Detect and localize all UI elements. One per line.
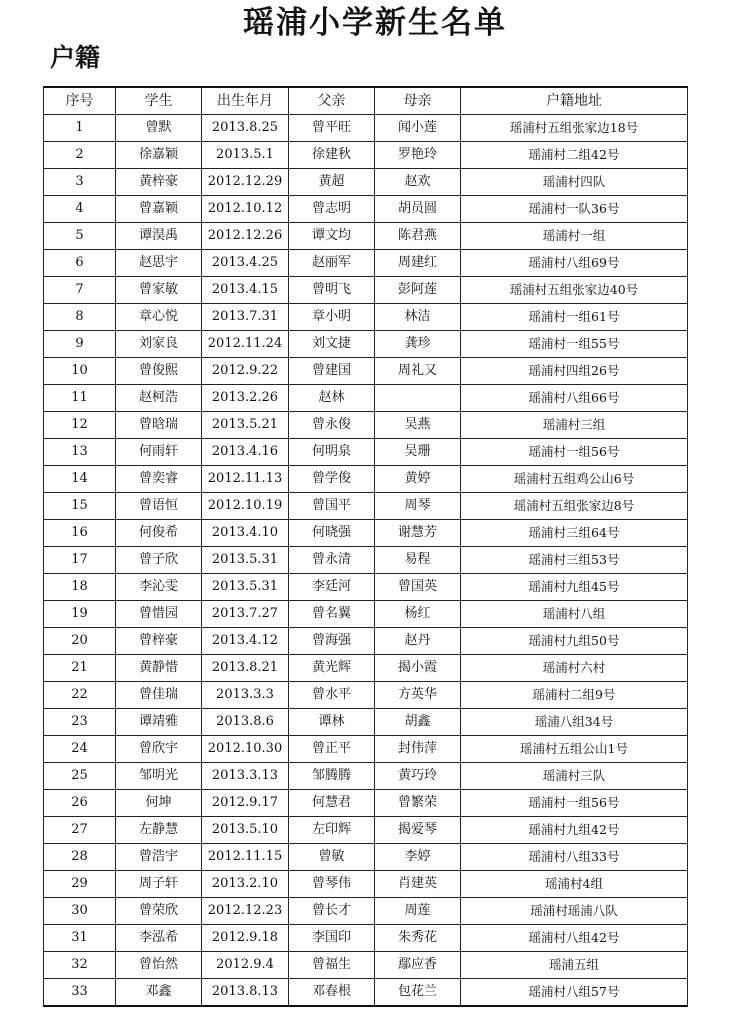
- cell-father: 谭文均: [289, 223, 375, 250]
- table-row: [44, 871, 688, 898]
- cell-student: 黄静惜: [116, 655, 202, 682]
- cell-mother: [375, 385, 461, 412]
- cell-father: 曾永俊: [289, 412, 375, 439]
- cell-birthdate: 2012.10.19: [202, 493, 289, 520]
- cell-mother: 赵丹: [375, 628, 461, 655]
- cell-address: 瑶浦村八组42号: [461, 925, 688, 952]
- cell-student: 曾欣宇: [116, 736, 202, 763]
- table-row: [44, 844, 688, 871]
- table-row: [44, 358, 688, 385]
- cell-mother: 周建红: [375, 250, 461, 277]
- cell-mother: 谢慧芳: [375, 520, 461, 547]
- cell-mother: 周莲: [375, 898, 461, 925]
- cell-student: 赵思宇: [116, 250, 202, 277]
- cell-address: 瑶浦村一组: [461, 223, 688, 250]
- cell-father: 曾敏: [289, 844, 375, 871]
- cell-mother: 封伟萍: [375, 736, 461, 763]
- table-row: [44, 763, 688, 790]
- table-row: [44, 142, 688, 169]
- cell-index: 1: [44, 115, 116, 142]
- cell-index: 28: [44, 844, 116, 871]
- header-birthdate: 出生年月: [202, 87, 289, 115]
- cell-father: 曾建国: [289, 358, 375, 385]
- cell-birthdate: 2013.5.31: [202, 574, 289, 601]
- table-row: [44, 250, 688, 277]
- cell-address: 瑶浦村九组42号: [461, 817, 688, 844]
- cell-birthdate: 2012.12.23: [202, 898, 289, 925]
- table-row: [44, 223, 688, 250]
- table-row: [44, 574, 688, 601]
- cell-index: 18: [44, 574, 116, 601]
- cell-father: 曾正平: [289, 736, 375, 763]
- cell-birthdate: 2013.4.16: [202, 439, 289, 466]
- cell-address: 瑶浦村九组45号: [461, 574, 688, 601]
- cell-father: 赵丽军: [289, 250, 375, 277]
- cell-student: 邓鑫: [116, 979, 202, 1007]
- cell-student: 曾子欣: [116, 547, 202, 574]
- cell-student: 曾俊熙: [116, 358, 202, 385]
- cell-mother: 黄巧玲: [375, 763, 461, 790]
- cell-father: 曾海强: [289, 628, 375, 655]
- table-row: [44, 304, 688, 331]
- cell-father: 邓春根: [289, 979, 375, 1007]
- cell-address: 瑶浦村一队36号: [461, 196, 688, 223]
- cell-index: 19: [44, 601, 116, 628]
- cell-birthdate: 2013.5.21: [202, 412, 289, 439]
- cell-index: 21: [44, 655, 116, 682]
- cell-student: 曾默: [116, 115, 202, 142]
- cell-birthdate: 2013.7.31: [202, 304, 289, 331]
- table-row: [44, 169, 688, 196]
- table-row: [44, 547, 688, 574]
- cell-address: 瑶浦村一组55号: [461, 331, 688, 358]
- table-row: [44, 682, 688, 709]
- cell-address: 瑶浦村三队: [461, 763, 688, 790]
- cell-birthdate: 2012.12.26: [202, 223, 289, 250]
- cell-address: 瑶浦村4组: [461, 871, 688, 898]
- cell-student: 曾荣欣: [116, 898, 202, 925]
- cell-student: 曾嘉颖: [116, 196, 202, 223]
- cell-father: 赵林: [289, 385, 375, 412]
- cell-mother: 林洁: [375, 304, 461, 331]
- cell-birthdate: 2013.8.6: [202, 709, 289, 736]
- cell-birthdate: 2012.9.22: [202, 358, 289, 385]
- cell-birthdate: 2012.9.4: [202, 952, 289, 979]
- table-row: [44, 736, 688, 763]
- cell-address: 瑶浦村一组61号: [461, 304, 688, 331]
- header-mother: 母亲: [375, 87, 461, 115]
- cell-student: 曾怡然: [116, 952, 202, 979]
- cell-index: 31: [44, 925, 116, 952]
- cell-index: 16: [44, 520, 116, 547]
- cell-birthdate: 2013.8.13: [202, 979, 289, 1007]
- cell-index: 5: [44, 223, 116, 250]
- cell-student: 黄梓豪: [116, 169, 202, 196]
- cell-index: 4: [44, 196, 116, 223]
- table-row: [44, 952, 688, 979]
- cell-address: 瑶浦村九组50号: [461, 628, 688, 655]
- cell-student: 李泓希: [116, 925, 202, 952]
- cell-mother: 包花兰: [375, 979, 461, 1007]
- table-body: [44, 115, 688, 1007]
- table-row: [44, 628, 688, 655]
- table-row: [44, 331, 688, 358]
- cell-index: 12: [44, 412, 116, 439]
- table-row: [44, 709, 688, 736]
- cell-index: 14: [44, 466, 116, 493]
- cell-birthdate: 2012.11.24: [202, 331, 289, 358]
- table-header-row: [44, 87, 688, 115]
- cell-mother: 杨红: [375, 601, 461, 628]
- cell-address: 瑶浦村三组64号: [461, 520, 688, 547]
- cell-address: 瑶浦村八组69号: [461, 250, 688, 277]
- cell-father: 黄光辉: [289, 655, 375, 682]
- cell-father: 曾福生: [289, 952, 375, 979]
- cell-birthdate: 2012.9.17: [202, 790, 289, 817]
- cell-mother: 易程: [375, 547, 461, 574]
- cell-father: 何慧君: [289, 790, 375, 817]
- cell-mother: 胡员圆: [375, 196, 461, 223]
- cell-address: 瑶浦八组34号: [461, 709, 688, 736]
- cell-student: 曾梓豪: [116, 628, 202, 655]
- cell-address: 瑶浦村五组张家边40号: [461, 277, 688, 304]
- cell-index: 30: [44, 898, 116, 925]
- cell-father: 何晓强: [289, 520, 375, 547]
- cell-index: 24: [44, 736, 116, 763]
- cell-address: 瑶浦村瑶浦八队: [461, 898, 688, 925]
- cell-address: 瑶浦村二组42号: [461, 142, 688, 169]
- cell-birthdate: 2013.8.21: [202, 655, 289, 682]
- cell-address: 瑶浦村四组26号: [461, 358, 688, 385]
- cell-mother: 曾繁荣: [375, 790, 461, 817]
- table-row: [44, 898, 688, 925]
- cell-student: 赵柯浩: [116, 385, 202, 412]
- table-row: [44, 412, 688, 439]
- cell-father: 左印辉: [289, 817, 375, 844]
- cell-mother: 鄢应香: [375, 952, 461, 979]
- table-row: [44, 790, 688, 817]
- cell-father: 曾长才: [289, 898, 375, 925]
- header-student: 学生: [116, 87, 202, 115]
- cell-student: 周子轩: [116, 871, 202, 898]
- cell-father: 邹腾腾: [289, 763, 375, 790]
- table-row: [44, 385, 688, 412]
- page-title: 瑶浦小学新生名单: [243, 5, 507, 41]
- cell-address: 瑶浦村八组66号: [461, 385, 688, 412]
- cell-birthdate: 2013.2.10: [202, 871, 289, 898]
- cell-student: 曾惜园: [116, 601, 202, 628]
- cell-address: 瑶浦村六村: [461, 655, 688, 682]
- cell-father: 徐建秋: [289, 142, 375, 169]
- cell-mother: 彭阿莲: [375, 277, 461, 304]
- table-row: [44, 466, 688, 493]
- cell-mother: 罗艳玲: [375, 142, 461, 169]
- cell-student: 曾家敏: [116, 277, 202, 304]
- cell-index: 6: [44, 250, 116, 277]
- table-row: [44, 655, 688, 682]
- cell-mother: 黄婷: [375, 466, 461, 493]
- cell-birthdate: 2013.5.1: [202, 142, 289, 169]
- table-row: [44, 520, 688, 547]
- cell-index: 33: [44, 979, 116, 1007]
- cell-father: 黄超: [289, 169, 375, 196]
- cell-mother: 揭爱琴: [375, 817, 461, 844]
- cell-mother: 揭小霞: [375, 655, 461, 682]
- cell-address: 瑶浦村八组33号: [461, 844, 688, 871]
- cell-student: 李沁雯: [116, 574, 202, 601]
- cell-father: 谭林: [289, 709, 375, 736]
- cell-mother: 陈君燕: [375, 223, 461, 250]
- cell-birthdate: 2013.2.26: [202, 385, 289, 412]
- cell-student: 何坤: [116, 790, 202, 817]
- table-row: [44, 115, 688, 142]
- cell-father: 曾水平: [289, 682, 375, 709]
- cell-index: 25: [44, 763, 116, 790]
- cell-father: 曾永清: [289, 547, 375, 574]
- cell-mother: 曾国英: [375, 574, 461, 601]
- cell-father: 李国印: [289, 925, 375, 952]
- cell-index: 13: [44, 439, 116, 466]
- cell-student: 谭淏禹: [116, 223, 202, 250]
- cell-student: 左静慧: [116, 817, 202, 844]
- cell-address: 瑶浦村四队: [461, 169, 688, 196]
- cell-index: 23: [44, 709, 116, 736]
- cell-mother: 龚珍: [375, 331, 461, 358]
- cell-index: 8: [44, 304, 116, 331]
- cell-mother: 周琴: [375, 493, 461, 520]
- table-row: [44, 925, 688, 952]
- cell-birthdate: 2012.10.30: [202, 736, 289, 763]
- section-subtitle: 户籍: [50, 43, 101, 72]
- cell-address: 瑶浦村五组公山1号: [461, 736, 688, 763]
- cell-index: 32: [44, 952, 116, 979]
- cell-student: 曾晗瑞: [116, 412, 202, 439]
- cell-student: 章心悦: [116, 304, 202, 331]
- cell-index: 20: [44, 628, 116, 655]
- cell-birthdate: 2013.5.10: [202, 817, 289, 844]
- cell-index: 27: [44, 817, 116, 844]
- table-row: [44, 277, 688, 304]
- cell-father: 曾琴伟: [289, 871, 375, 898]
- cell-mother: 胡鑫: [375, 709, 461, 736]
- cell-mother: 肖建英: [375, 871, 461, 898]
- cell-mother: 赵欢: [375, 169, 461, 196]
- header-father: 父亲: [289, 87, 375, 115]
- cell-birthdate: 2013.7.27: [202, 601, 289, 628]
- table-row: [44, 493, 688, 520]
- cell-father: 曾名翼: [289, 601, 375, 628]
- cell-father: 曾志明: [289, 196, 375, 223]
- cell-address: 瑶浦村三组53号: [461, 547, 688, 574]
- cell-mother: 吴燕: [375, 412, 461, 439]
- cell-index: 26: [44, 790, 116, 817]
- cell-address: 瑶浦村一组56号: [461, 439, 688, 466]
- cell-student: 邹明光: [116, 763, 202, 790]
- cell-student: 何雨轩: [116, 439, 202, 466]
- cell-birthdate: 2013.8.25: [202, 115, 289, 142]
- cell-birthdate: 2013.4.10: [202, 520, 289, 547]
- cell-birthdate: 2013.4.15: [202, 277, 289, 304]
- cell-birthdate: 2012.12.29: [202, 169, 289, 196]
- cell-address: 瑶浦五组: [461, 952, 688, 979]
- table-row: [44, 439, 688, 466]
- cell-address: 瑶浦村五组张家边18号: [461, 115, 688, 142]
- cell-student: 刘家良: [116, 331, 202, 358]
- cell-index: 15: [44, 493, 116, 520]
- cell-index: 29: [44, 871, 116, 898]
- cell-address: 瑶浦村三组: [461, 412, 688, 439]
- cell-index: 7: [44, 277, 116, 304]
- cell-student: 曾语恒: [116, 493, 202, 520]
- cell-father: 李廷河: [289, 574, 375, 601]
- cell-address: 瑶浦村一组56号: [461, 790, 688, 817]
- cell-index: 10: [44, 358, 116, 385]
- cell-mother: 李婷: [375, 844, 461, 871]
- cell-birthdate: 2012.11.13: [202, 466, 289, 493]
- cell-index: 22: [44, 682, 116, 709]
- table-row: [44, 601, 688, 628]
- cell-mother: 闻小莲: [375, 115, 461, 142]
- cell-father: 曾学俊: [289, 466, 375, 493]
- cell-birthdate: 2012.10.12: [202, 196, 289, 223]
- table-row: [44, 817, 688, 844]
- cell-mother: 朱秀花: [375, 925, 461, 952]
- cell-index: 3: [44, 169, 116, 196]
- cell-father: 刘文捷: [289, 331, 375, 358]
- header-index: 序号: [44, 87, 116, 115]
- cell-index: 2: [44, 142, 116, 169]
- cell-student: 曾浩宇: [116, 844, 202, 871]
- cell-birthdate: 2013.4.25: [202, 250, 289, 277]
- cell-student: 何俊希: [116, 520, 202, 547]
- table-row: [44, 196, 688, 223]
- table-row: [44, 979, 688, 1007]
- cell-mother: 周礼又: [375, 358, 461, 385]
- cell-student: 曾奕睿: [116, 466, 202, 493]
- cell-address: 瑶浦村二组9号: [461, 682, 688, 709]
- cell-father: 曾明飞: [289, 277, 375, 304]
- cell-father: 曾国平: [289, 493, 375, 520]
- cell-birthdate: 2013.3.3: [202, 682, 289, 709]
- cell-birthdate: 2013.5.31: [202, 547, 289, 574]
- student-roster-table: [43, 86, 688, 1007]
- cell-mother: 方英华: [375, 682, 461, 709]
- cell-birthdate: 2013.3.13: [202, 763, 289, 790]
- cell-index: 11: [44, 385, 116, 412]
- cell-address: 瑶浦村八组: [461, 601, 688, 628]
- cell-address: 瑶浦村八组57号: [461, 979, 688, 1007]
- cell-address: 瑶浦村五组张家边8号: [461, 493, 688, 520]
- cell-index: 9: [44, 331, 116, 358]
- cell-father: 曾平旺: [289, 115, 375, 142]
- cell-student: 曾佳瑞: [116, 682, 202, 709]
- cell-father: 章小明: [289, 304, 375, 331]
- cell-father: 何明泉: [289, 439, 375, 466]
- cell-birthdate: 2012.9.18: [202, 925, 289, 952]
- cell-index: 17: [44, 547, 116, 574]
- cell-address: 瑶浦村五组鸡公山6号: [461, 466, 688, 493]
- cell-birthdate: 2013.4.12: [202, 628, 289, 655]
- cell-mother: 吴珊: [375, 439, 461, 466]
- cell-student: 谭靖雅: [116, 709, 202, 736]
- cell-student: 徐嘉颖: [116, 142, 202, 169]
- header-address: 户籍地址: [461, 87, 688, 115]
- cell-birthdate: 2012.11.15: [202, 844, 289, 871]
